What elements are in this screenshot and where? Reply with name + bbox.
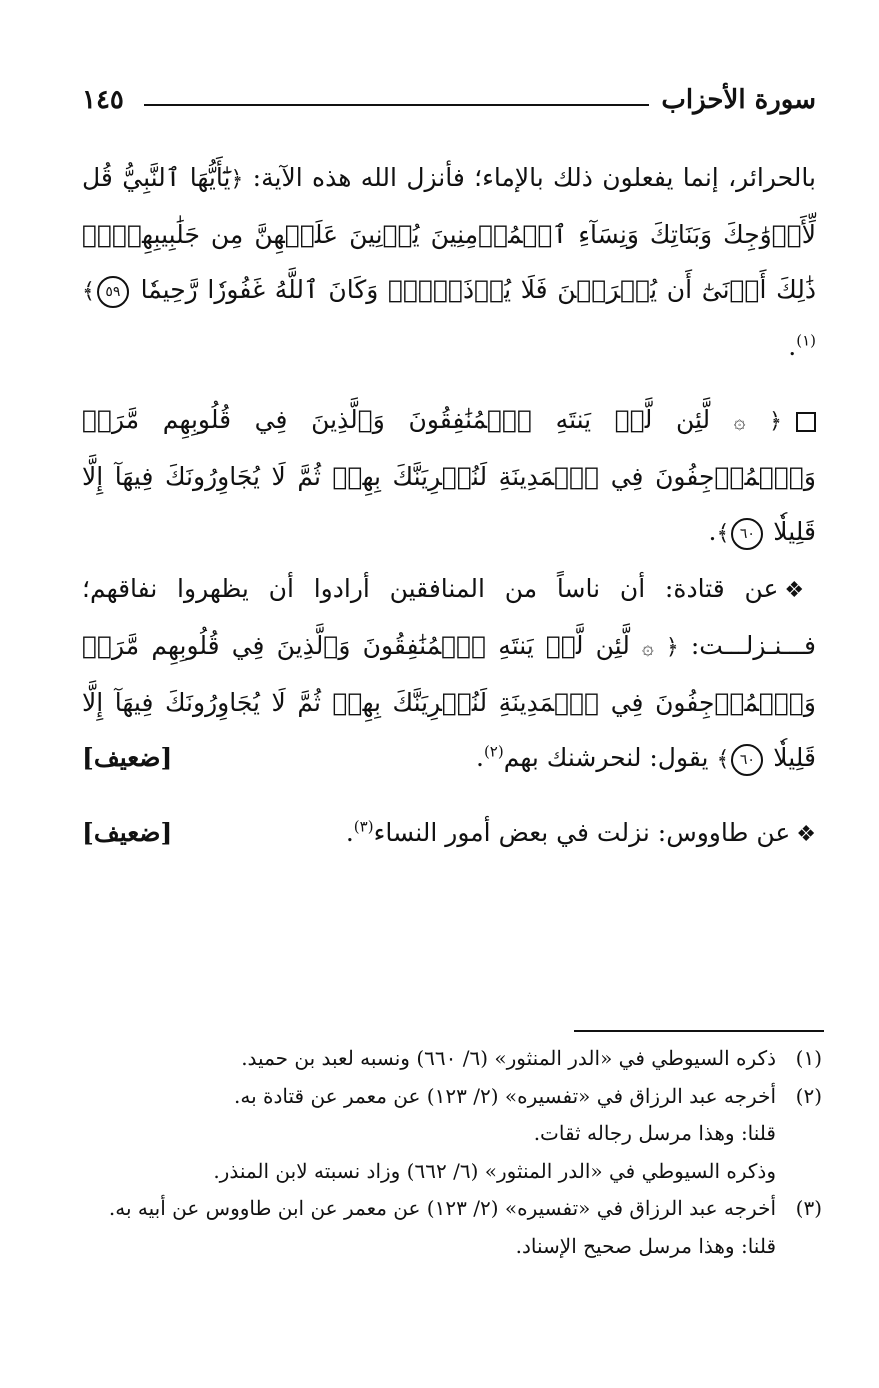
paragraph-2 — [82, 392, 816, 561]
surah-title: سورة الأحزاب — [649, 80, 816, 120]
footnote-ref: (٢) — [483, 742, 504, 761]
footnote-text: ذكره السيوطي في «الدر المنثور» (٦/ ٦٦٠) ونسبه لعبد بن حميد. — [241, 1046, 776, 1070]
page-number: ١٤٥ — [82, 80, 136, 120]
footnote-separator — [574, 1030, 824, 1032]
paragraph-1 — [82, 150, 816, 374]
ayah-number-badge: ٦٠ — [731, 518, 763, 550]
ayah-close-bracket: ﴾ — [716, 747, 730, 772]
ayah-close-bracket: ﴾ — [716, 521, 730, 546]
footnote-text: أخرجه عبد الرزاق في «تفسيره» (٢/ ١٢٣) عن معمر عن ابن طاووس عن أبيه به. — [108, 1196, 776, 1220]
square-marker-icon — [796, 412, 816, 432]
narration-text: يقول: لنحرشنك بهم — [503, 743, 717, 772]
bullet-diamond-icon: ❖ — [796, 822, 816, 847]
footnote-number: (١) — [795, 1046, 822, 1070]
grade-label: [ضعيف] — [82, 743, 173, 772]
sentence-end: . — [475, 743, 484, 772]
quran-verse: يَٰٓأَيُّهَا ٱلنَّبِيُّ قُل لِّأَزۡوَٰجِكَ وَبَنَاتِكَ وَنِسَآءِ ٱلۡمُؤۡمِنِينَ يُدۡنِينَ عَلَيۡهِنَّ مِن جَلَٰبِيبِهِنَّۚ ذَٰلِكَ أَدۡنَىٰٓ أَن يُعۡرَفۡنَ فَلَا يُؤۡذَيۡنَۗ وَكَانَ ٱللَّهُ غَفُورٗا رَّحِيمٗا — [82, 163, 816, 304]
footnote-1 — [82, 1040, 822, 1078]
quran-verse: لَّئِن لَّمۡ يَنتَهِ ٱلۡمُنَٰفِقُونَ وَٱلَّذِينَ فِي قُلُوبِهِم مَّرَضٞ وَٱلۡمُرۡجِفُونَ فِي ٱلۡمَدِينَةِ لَنُغۡرِيَنَّكَ بِهِمۡ ثُمَّ لَا يُجَاوِرُونَكَ فِيهَآ إِلَّا قَلِيلٗا — [82, 405, 816, 546]
header-rule — [144, 104, 688, 106]
narration-text: بالحرائر، إنما يفعلون ذلك بالإماء؛ فأنزل الله هذه الآية: — [243, 163, 816, 192]
grade-label: [ضعيف] — [82, 818, 173, 847]
footnote-number: (٣) — [795, 1196, 822, 1220]
hizb-star-icon: ۞ — [641, 635, 654, 659]
ayah-open-bracket: ﴿ — [769, 409, 783, 434]
quran-verse: لَّئِن لَّمۡ يَنتَهِ ٱلۡمُنَٰفِقُونَ وَٱلَّذِينَ فِي قُلُوبِهِم مَّرَضٞ وَٱلۡمُرۡجِفُونَ فِي ٱلۡمَدِينَةِ لَنُغۡرِيَنَّكَ بِهِمۡ ثُمَّ لَا يُجَاوِرُونَكَ فِيهَآ إِلَّا قَلِيلٗا — [82, 631, 816, 772]
bullet-diamond-icon: ❖ — [784, 578, 816, 603]
page-header — [82, 80, 816, 124]
sentence-end: . — [788, 332, 797, 361]
footnote-2-line-3: وذكره السيوطي في «الدر المنثور» (٦/ ٦٦٢) وزاد نسبته لابن المنذر. — [213, 1158, 776, 1183]
paragraph-3 — [82, 561, 816, 787]
sentence-end: . — [708, 517, 717, 546]
footnote-2 — [82, 1078, 822, 1116]
footnote-3 — [82, 1190, 822, 1228]
footnote-number: (٢) — [795, 1083, 822, 1108]
ayah-open-bracket: ﴿ — [230, 167, 244, 192]
sentence-end: . — [345, 818, 354, 847]
footnote-3-line-2: قلنا: وهذا مرسل صحيح الإسناد. — [515, 1233, 776, 1258]
ayah-number-badge: ٦٠ — [731, 744, 763, 776]
footnote-ref: (٣) — [353, 817, 374, 836]
footnotes — [82, 1040, 822, 1265]
ayah-close-bracket: ﴾ — [82, 279, 95, 304]
footnote-ref: (١) — [796, 331, 816, 350]
footnote-2-line-2: قلنا: وهذا مرسل رجاله ثقات. — [533, 1121, 776, 1145]
narration-text: عن قتادة: أن ناساً من المنافقين أرادوا أن يظهروا نفاقهم؛ فـــنـزلـــت: — [82, 574, 816, 660]
footnote-text: أخرجه عبد الرزاق في «تفسيره» (٢/ ١٢٣) عن معمر عن قتادة به. — [234, 1083, 776, 1108]
ayah-number-badge: ٥٩ — [97, 276, 129, 308]
ayah-open-bracket: ﴿ — [665, 635, 679, 660]
narration-text: عن طاووس: نزلت في بعض أمور النساء — [373, 818, 791, 847]
hizb-star-icon: ۞ — [733, 409, 746, 433]
main-text — [82, 150, 816, 862]
paragraph-4 — [82, 805, 816, 862]
